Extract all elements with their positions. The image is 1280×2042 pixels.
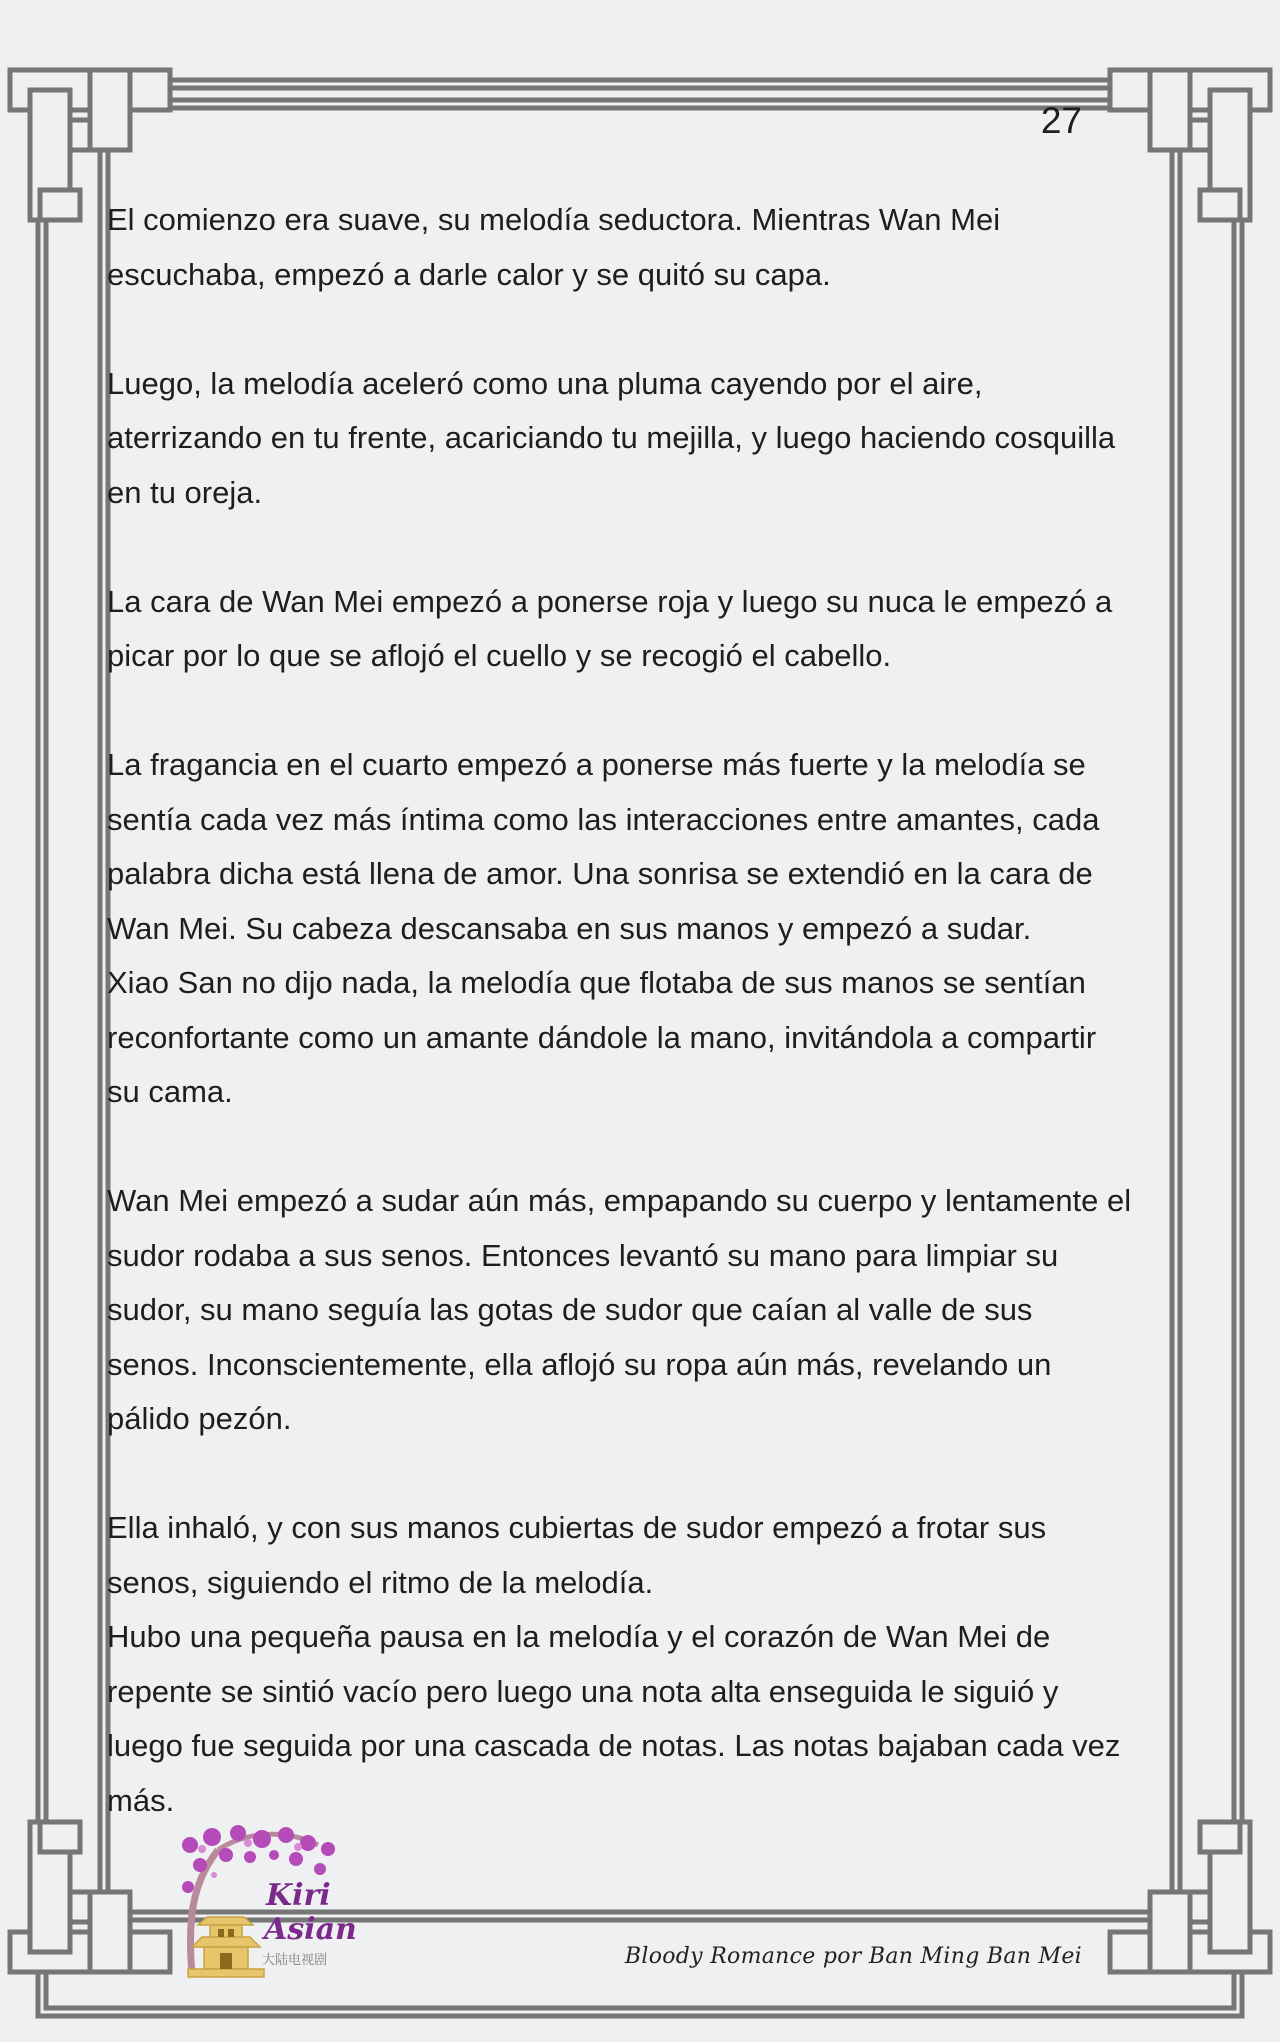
- chapter-body: [107, 193, 1237, 1828]
- paragraph: Ella inhaló, y con sus manos cubiertas de sudor empezó a frotar sus senos, siguiendo el ritmo de la melodía. Hubo una pequeña pausa en la melodía y el corazón de Wan Mei de repente se sintió vacío pero luego una nota alta enseguida le siguió y luego fue seguida por una cascada de notas. Las notas bajaban cada vez más.: [107, 1510, 1121, 1818]
- paragraph: La fragancia en el cuarto empezó a ponerse más fuerte y la melodía se sentía cada vez más íntima como las interacciones entre amantes, cada palabra dicha está llena de amor. Una sonrisa se extendió en la cara de Wan Mei. Su cabeza descansaba en sus manos y empezó a sudar. Xiao San no dijo nada, la melodía que flotaba de sus manos se sentían reconfortante como un amante dándole la mano, invitándola a compartir su cama.: [107, 747, 1100, 1109]
- paragraph: La cara de Wan Mei empezó a ponerse roja y luego su nuca le empezó a picar por lo que se aflojó el cuello y se recogió el cabello.: [107, 583, 1113, 673]
- paragraph: El comienzo era suave, su melodía seductora. Mientras Wan Mei escuchaba, empezó a darle calor y se quitó su capa.: [107, 202, 1001, 292]
- logo-wordmark-line2: Asian: [264, 1912, 357, 1947]
- logo-wordmark-line1: Kiri: [266, 1878, 331, 1913]
- logo-subtitle: 大陆电视剧: [262, 1953, 328, 1968]
- page-number: 27: [1040, 100, 1082, 141]
- kiri-asian-logo: [178, 1825, 357, 1983]
- book-credit: Bloody Romance por Ban Ming Ban Mei: [624, 1944, 1082, 1969]
- paragraph: Wan Mei empezó a sudar aún más, empapando su cuerpo y lentamente el sudor rodaba a sus senos. Entonces levantó su mano para limpiar su sudor, su mano seguía las gotas de sudor que caían al valle de sus senos. Inconscientemente, ella aflojó su ropa aún más, revelando un pálido pezón.: [107, 1183, 1132, 1436]
- paragraph: Luego, la melodía aceleró como una pluma cayendo por el aire, aterrizando en tu frente, acariciando tu mejilla, y luego haciendo cosquilla en tu oreja.: [107, 365, 1116, 510]
